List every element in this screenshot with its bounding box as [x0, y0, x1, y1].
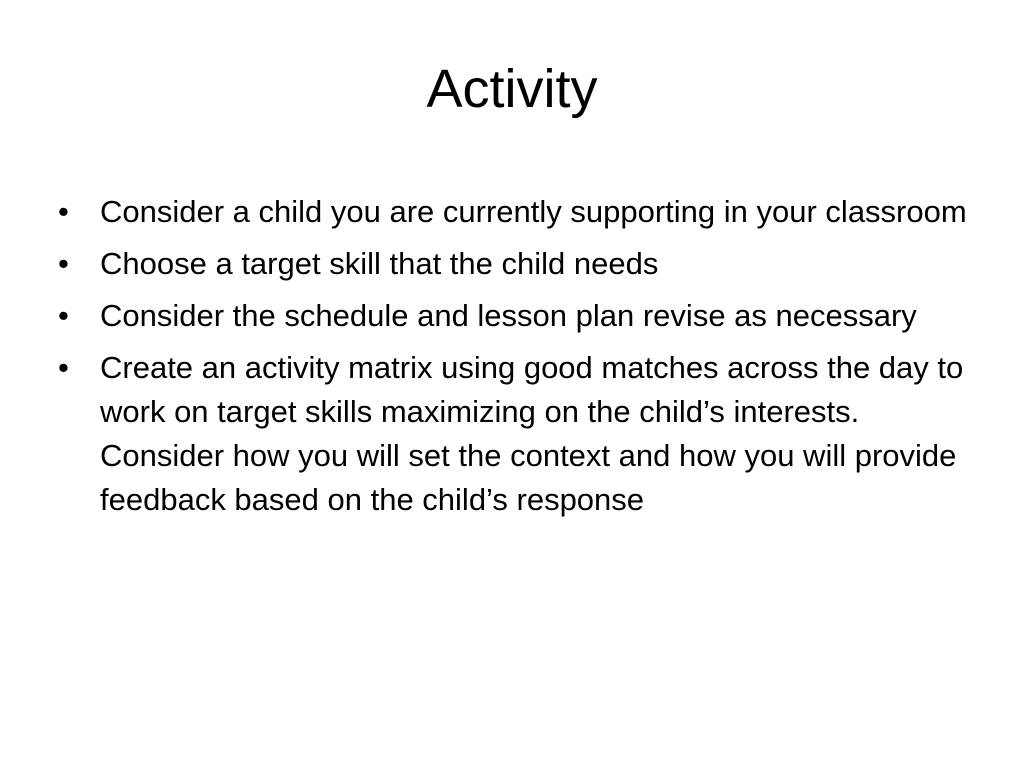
bullet-icon: •	[58, 350, 69, 385]
bullet-icon: •	[58, 246, 69, 281]
bullet-text: Consider a child you are currently supporting in your classroom	[100, 194, 967, 229]
bullet-text: Create an activity matrix using good matches across the day to work on target skills maximizing on the child’s interests. Consider how you will set the context and how you will provide feedback based on the child’s response	[100, 350, 964, 517]
bullet-icon: •	[58, 194, 69, 229]
bullet-icon: •	[58, 298, 69, 333]
bullet-item	[58, 346, 973, 522]
bullet-item	[58, 294, 973, 338]
bullet-item	[58, 190, 973, 234]
bullet-text: Choose a target skill that the child needs	[100, 246, 659, 281]
slide-title: Activity	[426, 59, 598, 119]
bullet-text: Consider the schedule and lesson plan revise as necessary	[100, 298, 917, 333]
bullet-item	[58, 242, 973, 286]
bullet-list	[58, 190, 973, 530]
